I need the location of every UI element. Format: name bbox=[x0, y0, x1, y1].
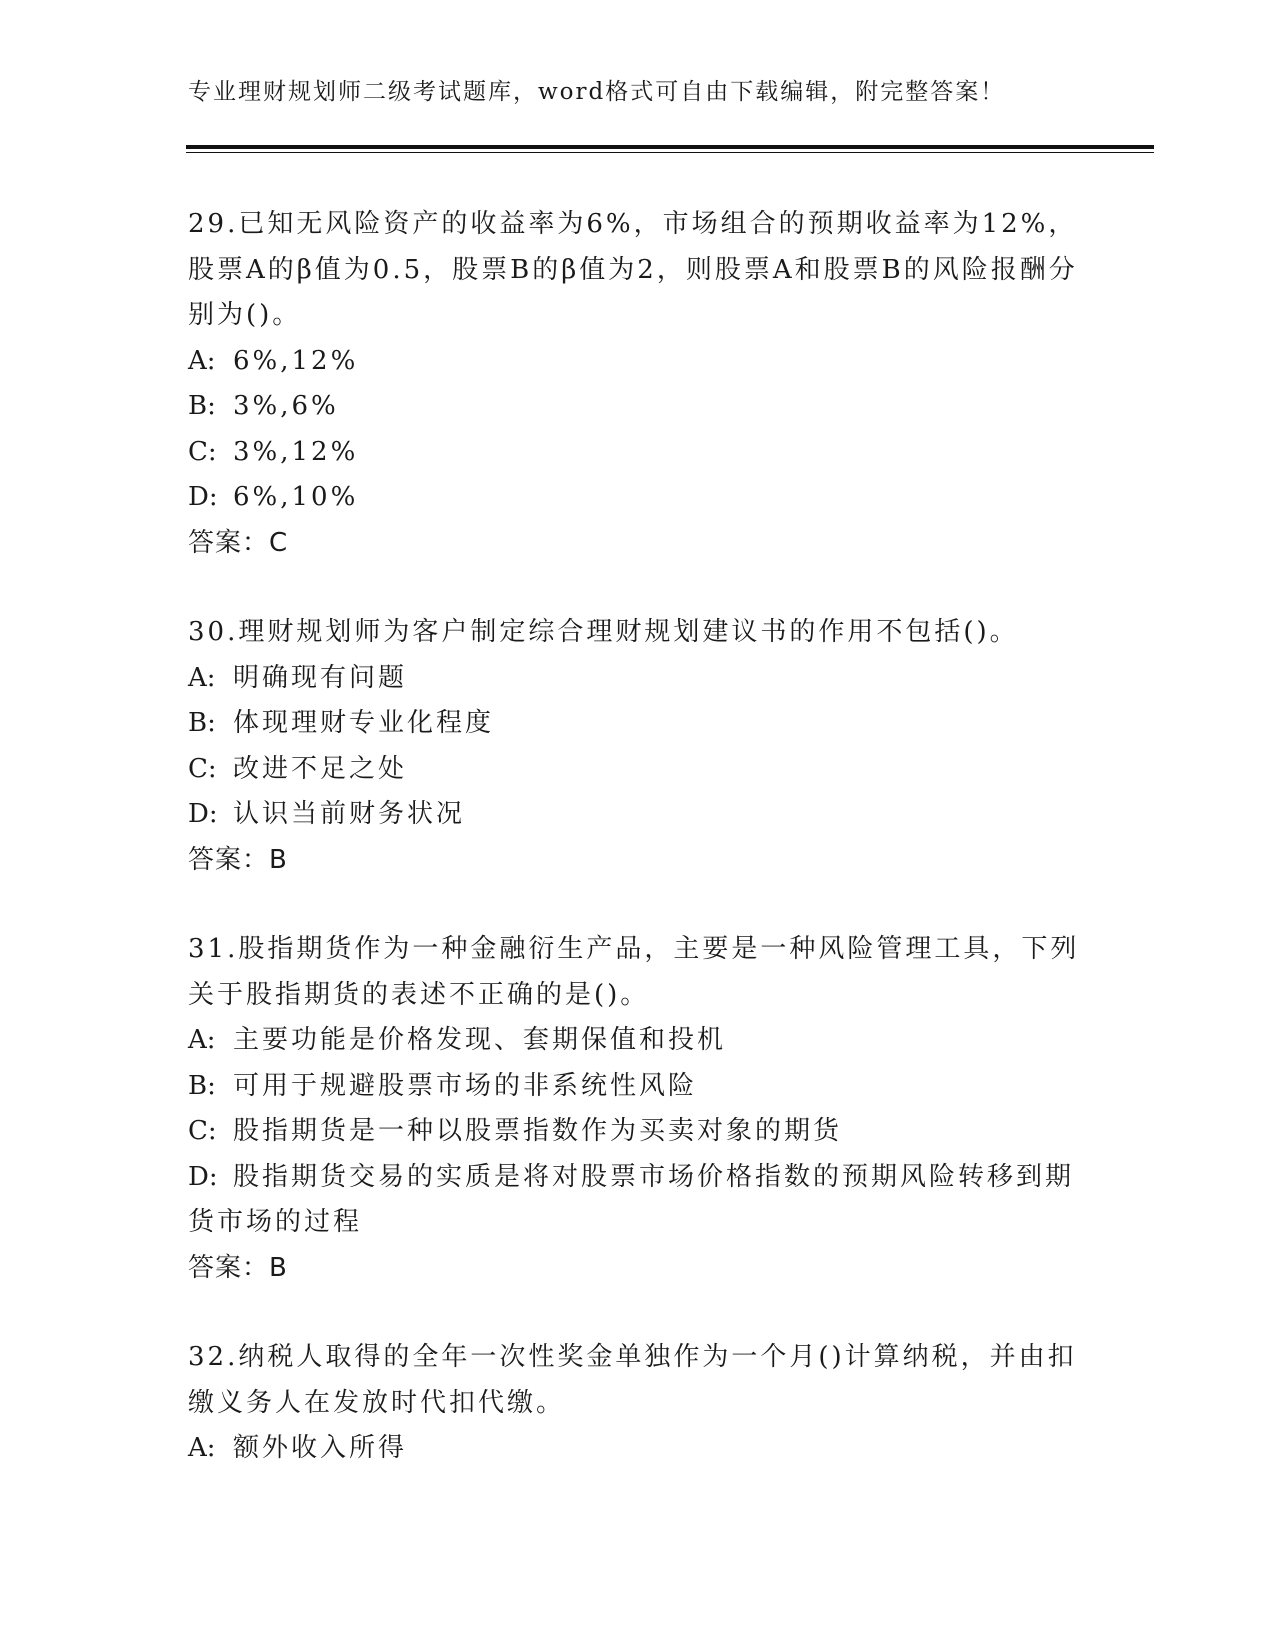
question-30 bbox=[188, 610, 1088, 883]
option-key: A: bbox=[188, 662, 216, 693]
option-d bbox=[188, 1155, 1088, 1246]
option-text: 股指期货交易的实质是将对股票市场价格指数的预期风险转移到期货市场的过程 bbox=[188, 1161, 1075, 1237]
option-a bbox=[188, 1426, 1088, 1472]
answer-line: 答案：B bbox=[188, 1252, 288, 1283]
option-key: A: bbox=[188, 1025, 216, 1055]
option-c bbox=[188, 1109, 1088, 1155]
page-header: 专业理财规划师二级考试题库，word格式可自由下载编辑，附完整答案！ bbox=[188, 79, 1006, 105]
question-stem: 29.已知无风险资产的收益率为6%，市场组合的预期收益率为12%，股票A的β值为0.5，股票B的β值为2，则股票A和股票B的风险报酬分别为()。 bbox=[188, 209, 1078, 330]
option-a bbox=[188, 339, 1088, 385]
option-d bbox=[188, 792, 1088, 838]
option-text: 6%,12% bbox=[233, 345, 359, 376]
question-32 bbox=[188, 1335, 1088, 1472]
option-b bbox=[188, 1064, 1088, 1110]
option-c bbox=[188, 747, 1088, 793]
option-key: A: bbox=[188, 1433, 216, 1463]
option-text: 认识当前财务状况 bbox=[233, 799, 466, 829]
question-29 bbox=[188, 202, 1088, 566]
answer-line: 答案：B bbox=[188, 844, 288, 875]
option-b bbox=[188, 384, 1088, 430]
option-text: 体现理财专业化程度 bbox=[233, 708, 495, 738]
option-b bbox=[188, 701, 1088, 747]
option-text: 额外收入所得 bbox=[233, 1433, 408, 1463]
option-text: 3%,6% bbox=[233, 391, 339, 421]
option-key: A: bbox=[188, 345, 216, 376]
option-text: 主要功能是价格发现、套期保值和投机 bbox=[233, 1025, 727, 1055]
option-text: 明确现有问题 bbox=[233, 662, 408, 693]
option-key: D: bbox=[188, 482, 218, 512]
question-stem: 31.股指期货作为一种金融衍生产品，主要是一种风险管理工具，下列关于股指期货的表述不正确的是()。 bbox=[188, 934, 1080, 1010]
header-rule-thin bbox=[186, 152, 1154, 153]
option-key: C: bbox=[188, 436, 217, 467]
option-key: D: bbox=[188, 799, 218, 829]
option-c bbox=[188, 430, 1088, 476]
option-a bbox=[188, 656, 1088, 702]
question-list bbox=[188, 202, 1088, 1516]
option-key: B: bbox=[188, 708, 216, 738]
header-rule-thick bbox=[186, 145, 1154, 149]
option-d bbox=[188, 475, 1088, 521]
question-31 bbox=[188, 927, 1088, 1291]
option-text: 3%,12% bbox=[233, 436, 359, 467]
option-key: D: bbox=[188, 1161, 218, 1192]
option-text: 6%,10% bbox=[233, 482, 359, 512]
option-text: 改进不足之处 bbox=[233, 753, 408, 784]
answer-line: 答案：C bbox=[188, 527, 289, 558]
option-key: B: bbox=[188, 1070, 216, 1101]
option-text: 股指期货是一种以股票指数作为买卖对象的期货 bbox=[233, 1116, 843, 1146]
option-key: C: bbox=[188, 753, 217, 784]
option-key: C: bbox=[188, 1116, 217, 1146]
option-text: 可用于规避股票市场的非系统性风险 bbox=[233, 1070, 698, 1101]
option-a bbox=[188, 1018, 1088, 1064]
question-stem: 32.纳税人取得的全年一次性奖金单独作为一个月()计算纳税，并由扣缴义务人在发放时代扣代缴。 bbox=[188, 1342, 1077, 1418]
option-key: B: bbox=[188, 391, 216, 421]
question-stem: 30.理财规划师为客户制定综合理财规划建议书的作用不包括()。 bbox=[188, 617, 1019, 647]
